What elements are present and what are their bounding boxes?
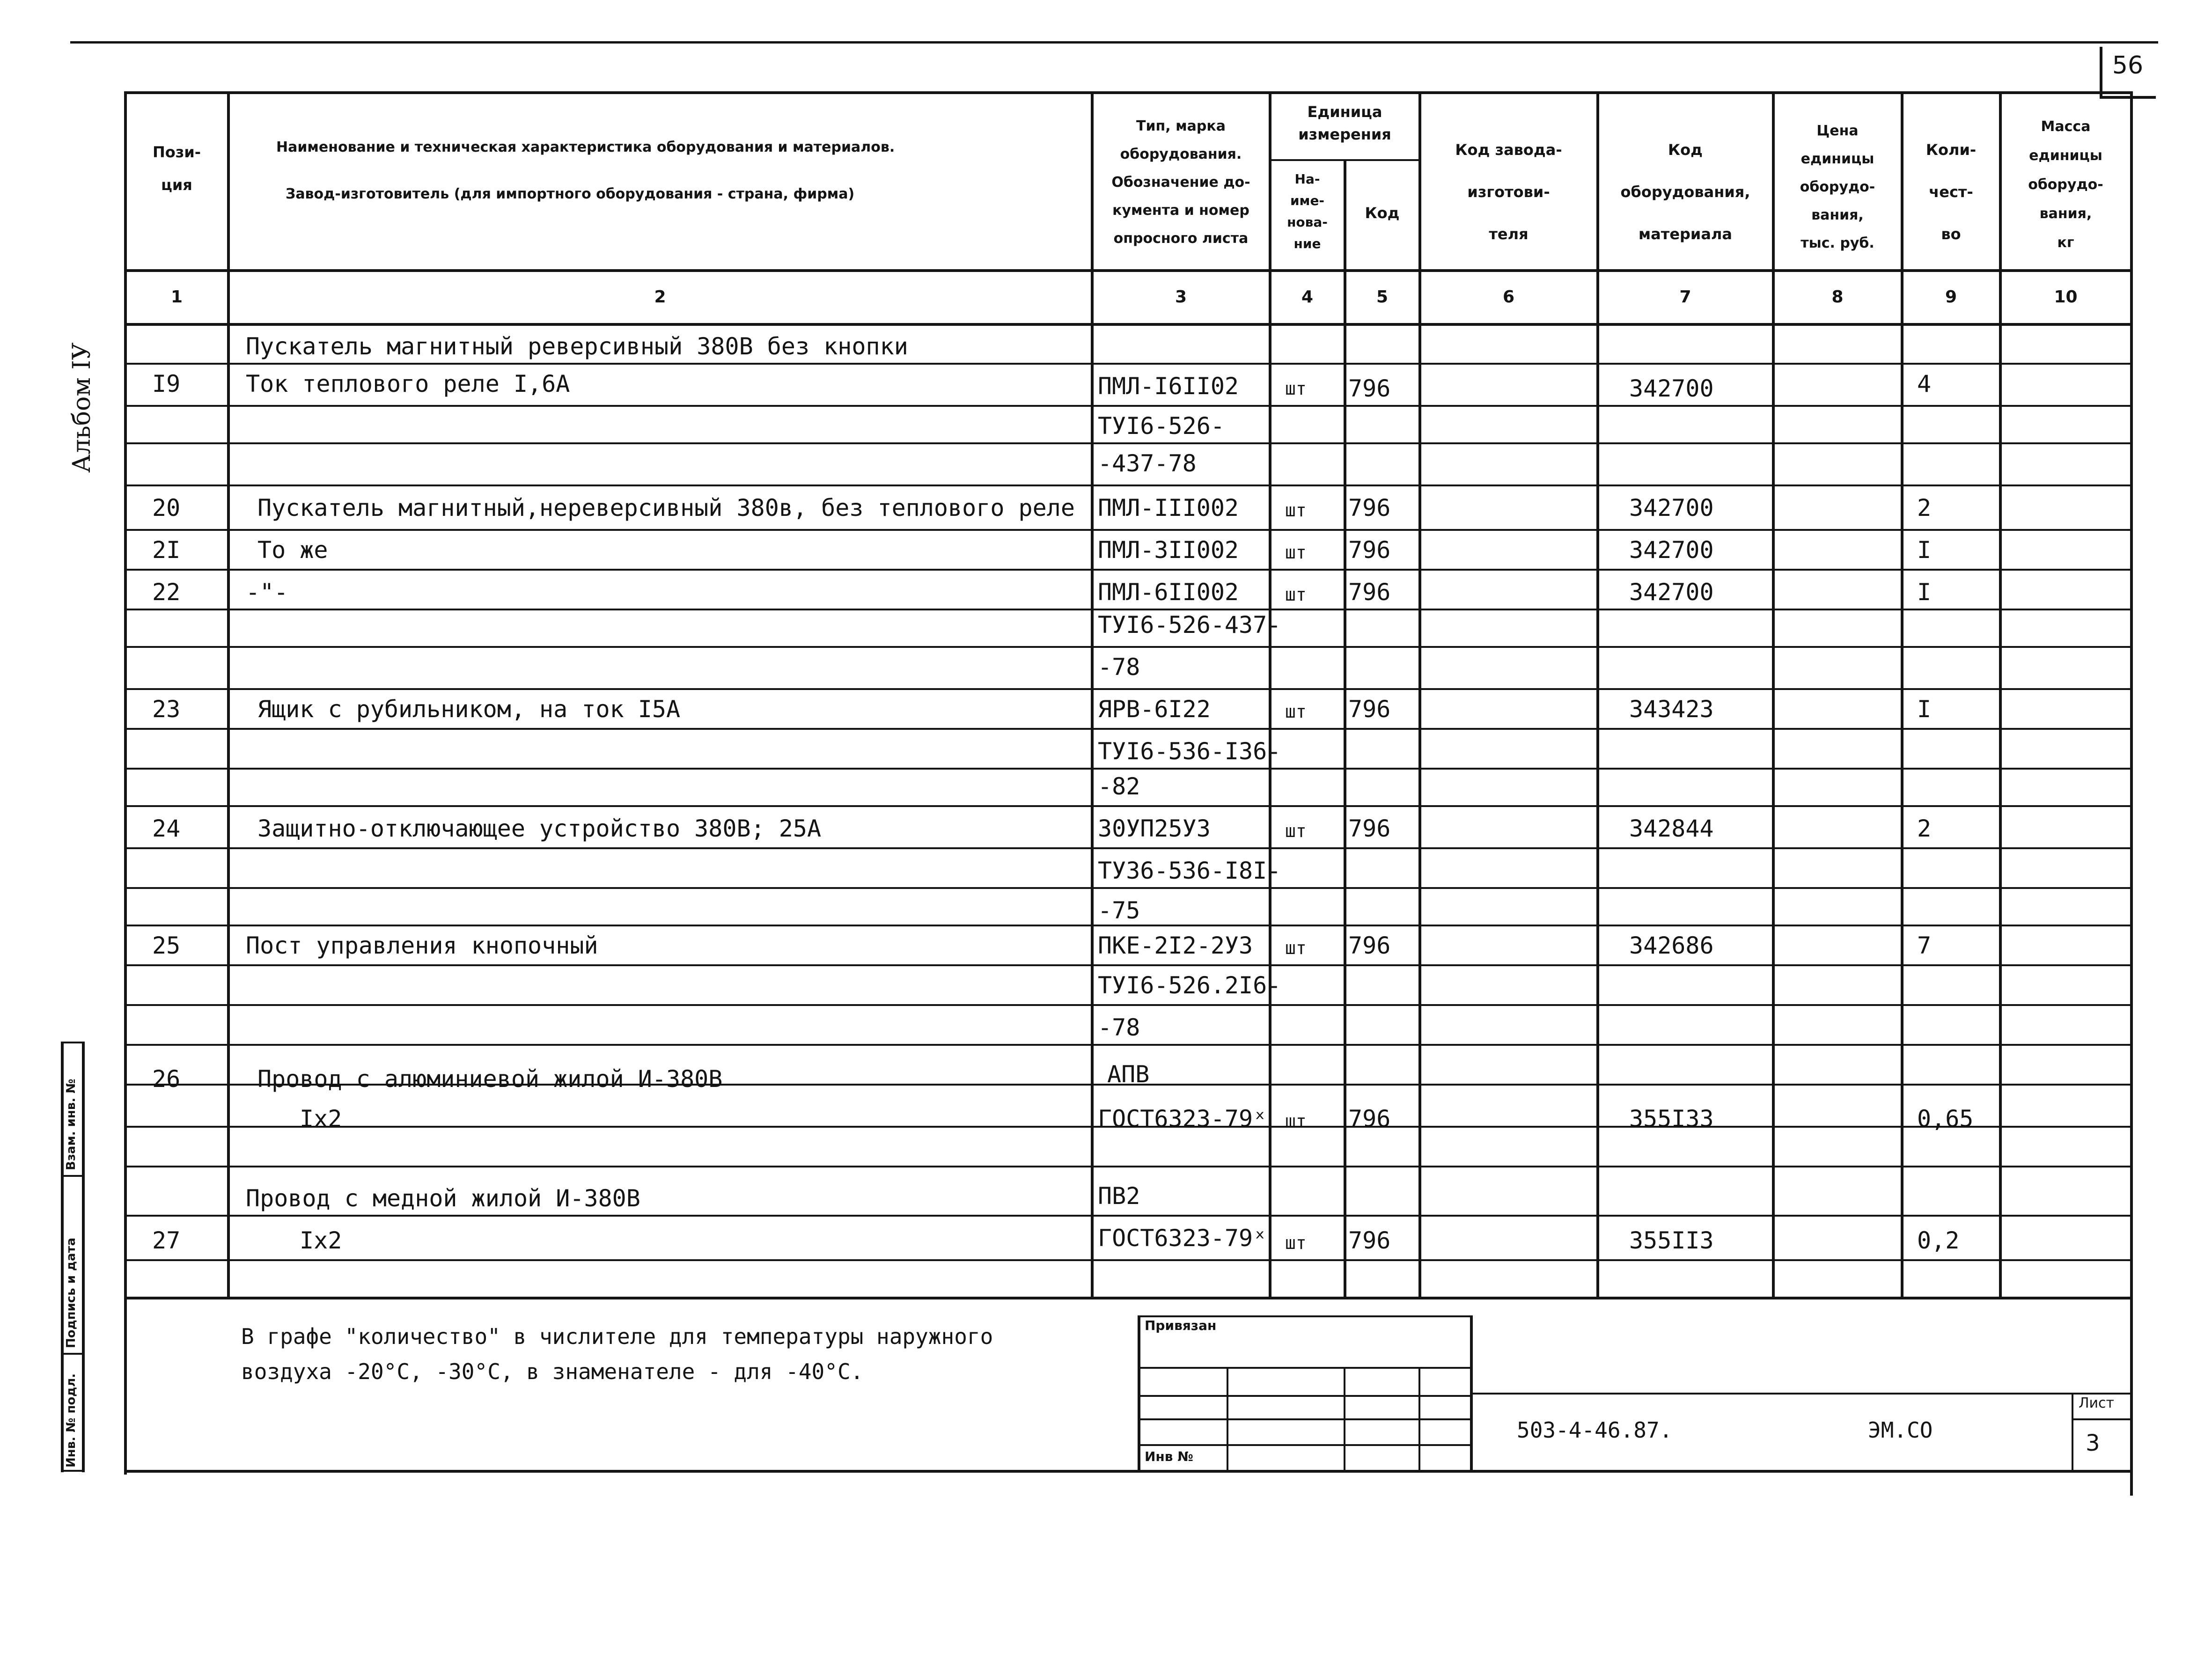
header-unit-group: Единица измерения: [1298, 103, 1391, 143]
note-line-2: воздуха -20°С, -30°С, в знаменателе - для -40°С.: [241, 1359, 864, 1384]
header-type: Тип, марка оборудования. Обозначение до- кумента и номер опросного листа: [1111, 118, 1250, 247]
row-6-pos: 22: [152, 579, 181, 606]
header-quantity: Коли- чест- во: [1925, 141, 1977, 243]
row-11-type: -82: [1098, 773, 1140, 800]
row-6-equip: 342700: [1629, 579, 1714, 606]
row-18-name: Провод с алюминиевой жилой И-380В: [257, 1065, 723, 1093]
row-15-type: ПКЕ-2I2-2У3: [1098, 932, 1253, 959]
header-unit-code: Код: [1365, 204, 1400, 222]
row-15-pos: 25: [152, 932, 181, 959]
row-1-code: 796: [1348, 375, 1391, 402]
row-1-qty: 4: [1917, 370, 1932, 397]
row-5-type: ПМЛ-3II002: [1098, 536, 1239, 564]
row-1-equip: 342700: [1629, 375, 1714, 402]
row-19-qty: 0,65: [1917, 1105, 1974, 1132]
row-10-type: ТУI6-536-I36-: [1098, 738, 1281, 765]
row-15-code: 796: [1348, 932, 1391, 959]
doc-code: 503-4-46.87.: [1517, 1417, 1673, 1443]
row-14-type: -75: [1098, 897, 1140, 924]
row-16-type: ТУI6-526.2I6-: [1098, 972, 1281, 999]
row-4-equip: 342700: [1629, 494, 1714, 521]
row-4-unit: шт: [1285, 500, 1307, 521]
row-22-type: ГОСТ6323-79ˣ: [1098, 1225, 1267, 1252]
side-stamp-replaced-inv: Взам. инв. №: [64, 1079, 78, 1170]
row-1-type: ПМЛ-I6II02: [1098, 373, 1239, 400]
row-6-type: ПМЛ-6II002: [1098, 579, 1239, 606]
row-5-name: То же: [257, 536, 328, 564]
stamp-inv-label: Инв №: [1145, 1449, 1193, 1464]
row-22-name: Iх2: [300, 1227, 342, 1254]
row-21-name: Провод с медной жилой И-380В: [246, 1185, 640, 1212]
row-5-equip: 342700: [1629, 536, 1714, 564]
row-18-type: АПВ: [1107, 1061, 1150, 1088]
row-4-name: Пускатель магнитный,нереверсивный 380в, без теплового реле: [257, 494, 1075, 521]
row-21-type: ПВ2: [1098, 1182, 1140, 1210]
page-number: 56: [2112, 51, 2144, 80]
row-9-pos: 23: [152, 696, 181, 723]
row-22-unit: шт: [1285, 1233, 1307, 1253]
note-line-1: В графе "количество" в числителе для температуры наружного: [241, 1324, 993, 1349]
row-19-name: Iх2: [300, 1105, 342, 1132]
row-9-code: 796: [1348, 696, 1391, 723]
colnum-3: 3: [1175, 287, 1187, 307]
row-6-name: -"-: [246, 579, 288, 606]
row-7-type: ТУI6-526-437-: [1098, 611, 1281, 639]
row-9-equip: 343423: [1629, 696, 1714, 723]
row-15-unit: шт: [1285, 938, 1307, 958]
row-22-pos: 27: [152, 1227, 181, 1254]
row-15-name: Пост управления кнопочный: [246, 932, 598, 959]
row-13-type: ТУ36-536-I8I-: [1098, 857, 1281, 884]
album-label: Альбом IУ: [68, 342, 96, 473]
colnum-2: 2: [654, 287, 666, 307]
colnum-8: 8: [1831, 287, 1844, 307]
header-factory-code: Код завода- изготови- теля: [1455, 141, 1562, 243]
row-15-qty: 7: [1917, 932, 1932, 959]
row-8-type: -78: [1098, 653, 1140, 681]
row-19-code: 796: [1348, 1105, 1391, 1132]
stamp-tied-label: Привязан: [1145, 1318, 1217, 1333]
row-22-equip: 355II3: [1629, 1227, 1714, 1254]
header-mass: Масса единицы оборудо- вания, кг: [2028, 118, 2103, 251]
row-3-type: -437-78: [1098, 450, 1197, 477]
row-9-name: Ящик с рубильником, на ток I5А: [257, 696, 681, 723]
row-22-qty: 0,2: [1917, 1227, 1960, 1254]
header-name-line2: Завод-изготовитель (для импортного оборудования - страна, фирма): [286, 186, 855, 202]
row-19-unit: шт: [1285, 1111, 1307, 1131]
colnum-1: 1: [170, 287, 183, 307]
row-12-equip: 342844: [1629, 815, 1714, 842]
header-name-line1: Наименование и техническая характеристика оборудования и материалов.: [276, 139, 895, 155]
row-4-qty: 2: [1917, 494, 1932, 521]
row-1-unit: шт: [1285, 378, 1307, 399]
row-5-unit: шт: [1285, 542, 1307, 563]
row-19-type: ГОСТ6323-79ˣ: [1098, 1105, 1267, 1132]
row-19-equip: 355I33: [1629, 1105, 1714, 1132]
header-equipment-code: Код оборудования, материала: [1620, 141, 1750, 243]
header-price: Цена единицы оборудо- вания, тыс. руб.: [1800, 123, 1875, 251]
row-9-unit: шт: [1285, 701, 1307, 722]
sheet-number: 3: [2086, 1430, 2100, 1456]
row-2-type: ТУI6-526-: [1098, 412, 1225, 440]
sheet-label: Лист: [2079, 1395, 2115, 1411]
row-6-qty: I: [1917, 579, 1932, 606]
row-5-qty: I: [1917, 536, 1932, 564]
row-0-name: Пускатель магнитный реверсивный 380В без кнопки: [246, 333, 908, 360]
row-6-unit: шт: [1285, 584, 1307, 605]
colnum-10: 10: [2054, 287, 2078, 307]
row-18-pos: 26: [152, 1065, 181, 1093]
row-12-unit: шт: [1285, 821, 1307, 841]
colnum-7: 7: [1679, 287, 1691, 307]
header-unit-name: На- име- нова- ние: [1287, 171, 1328, 251]
row-1-name: Ток теплового реле I,6А: [246, 370, 570, 397]
row-17-type: -78: [1098, 1014, 1140, 1041]
header-position: Пози- ция: [152, 143, 201, 194]
row-12-code: 796: [1348, 815, 1391, 842]
side-stamp-signature-date: Подпись и дата: [64, 1237, 78, 1348]
colnum-6: 6: [1502, 287, 1515, 307]
row-12-pos: 24: [152, 815, 181, 842]
row-5-code: 796: [1348, 536, 1391, 564]
row-1-pos: I9: [152, 370, 181, 397]
row-12-type: 30УП25У3: [1098, 815, 1211, 842]
row-4-pos: 20: [152, 494, 181, 521]
side-stamp-inv-orig: Инв. № подл.: [64, 1373, 78, 1468]
row-9-type: ЯРВ-6I22: [1098, 696, 1211, 723]
row-22-code: 796: [1348, 1227, 1391, 1254]
section-code: ЭМ.СО: [1868, 1417, 1933, 1443]
colnum-5: 5: [1376, 287, 1389, 307]
row-4-code: 796: [1348, 494, 1391, 521]
row-4-type: ПМЛ-III002: [1098, 494, 1239, 521]
colnum-9: 9: [1945, 287, 1957, 307]
row-9-qty: I: [1917, 696, 1932, 723]
colnum-4: 4: [1301, 287, 1314, 307]
row-12-qty: 2: [1917, 815, 1932, 842]
row-15-equip: 342686: [1629, 932, 1714, 959]
row-5-pos: 2I: [152, 536, 181, 564]
row-12-name: Защитно-отключающее устройство 380В; 25А: [257, 815, 822, 842]
row-6-code: 796: [1348, 579, 1391, 606]
